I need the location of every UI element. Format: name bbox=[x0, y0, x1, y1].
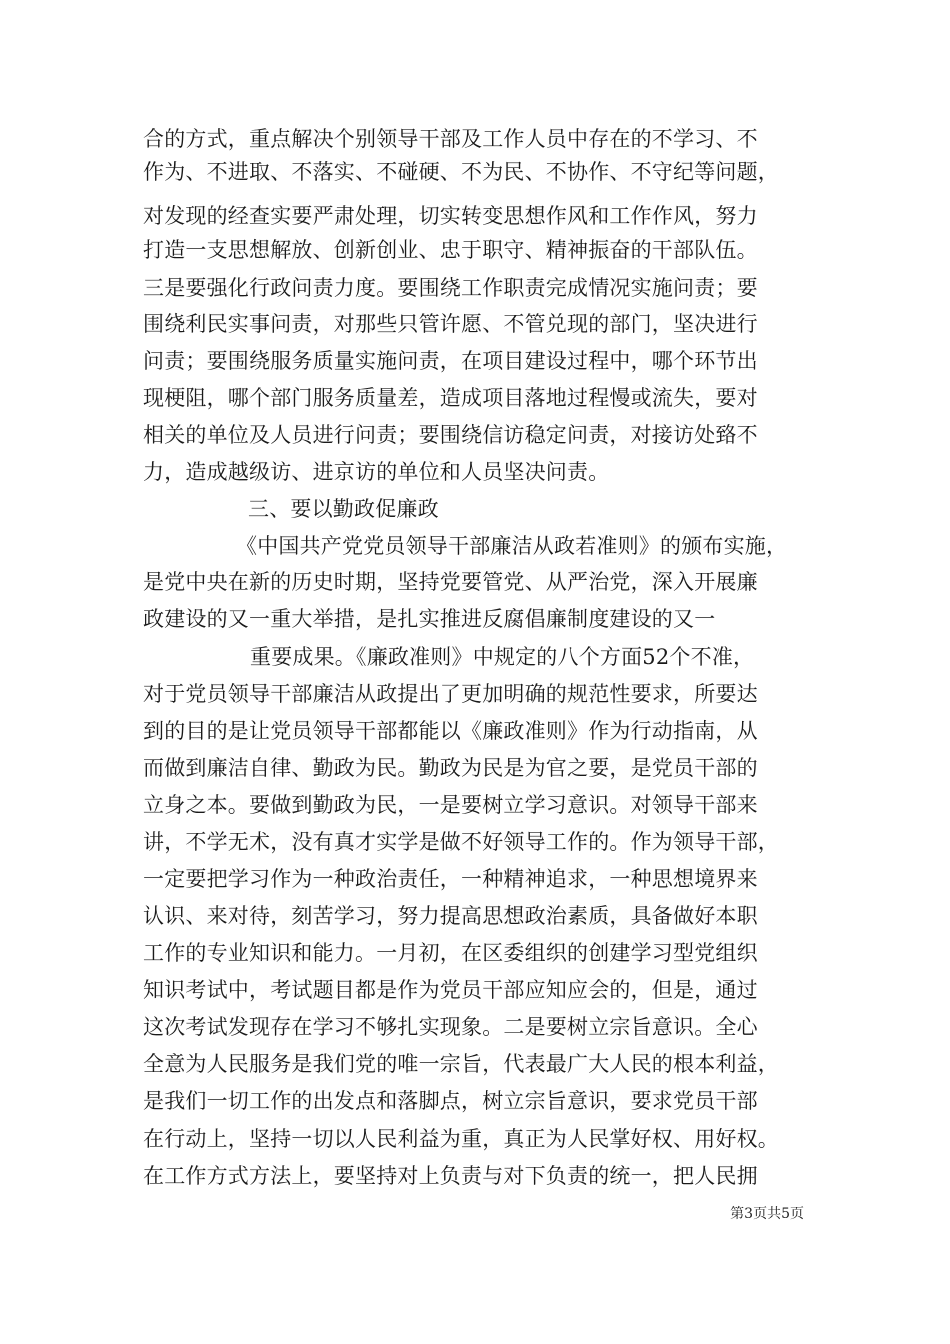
text-line: 重要成果。《廉政准则》中规定的八个方面52个不准， bbox=[250, 645, 755, 669]
text-line: 全意为人民服务是我们党的唯一宗旨，代表最广大人民的根本利益， bbox=[143, 1052, 779, 1076]
section-heading: 三、要以勤政促廉政 bbox=[248, 497, 439, 521]
text-line: 认识、来对待，刻苦学习，努力提高思想政治素质，具备做好本职 bbox=[143, 904, 758, 928]
text-line: 作为、不进取、不落实、不碰硬、不为民、不协作、不守纪等问题， bbox=[143, 160, 779, 184]
text-line: 问责；要围绕服务质量实施问责，在项目建设过程中，哪个环节出 bbox=[143, 349, 758, 373]
text-line: 到的目的是让党员领导干部都能以《廉政准则》作为行动指南，从 bbox=[143, 719, 758, 743]
page-number: 第3页共5页 bbox=[730, 1206, 804, 1222]
text-line: 《中国共产党党员领导干部廉洁从政若准则》的颁布实施， bbox=[236, 534, 788, 558]
text-line: 围绕利民实事问责，对那些只管许愿、不管兑现的部门，坚决进行 bbox=[143, 312, 758, 336]
text-line: 讲，不学无术，没有真才实学是做不好领导工作的。作为领导干部， bbox=[143, 830, 779, 854]
text-line: 在工作方式方法上，要坚持对上负责与对下负责的统一，把人民拥 bbox=[143, 1164, 758, 1188]
text-line: 是我们一切工作的出发点和落脚点，树立宗旨意识，要求党员干部 bbox=[143, 1089, 758, 1113]
text-line: 工作的专业知识和能力。一月初，在区委组织的创建学习型党组织 bbox=[143, 941, 758, 965]
text-line: 现梗阻，哪个部门服务质量差，造成项目落地过程慢或流失，要对 bbox=[143, 386, 758, 410]
text-line: 合的方式，重点解决个别领导干部及工作人员中存在的不学习、不 bbox=[143, 127, 758, 151]
text-line: 知识考试中，考试题目都是作为党员干部应知应会的，但是，通过 bbox=[143, 978, 758, 1002]
text-line: 政建设的又一重大举措，是扎实推进反腐倡廉制度建设的又一 bbox=[143, 607, 716, 631]
text-line: 在行动上，坚持一切以人民利益为重，真正为人民掌好权、用好权。 bbox=[143, 1127, 779, 1151]
text-line: 打造一支思想解放、创新创业、忠于职守、精神振奋的干部队伍。 bbox=[143, 238, 758, 262]
text-line: 这次考试发现存在学习不够扎实现象。二是要树立宗旨意识。全心 bbox=[143, 1015, 758, 1039]
text-line: 是党中央在新的历史时期，坚持党要管党、从严治党，深入开展廉 bbox=[143, 570, 758, 594]
text-line: 对于党员领导干部廉洁从政提出了更加明确的规范性要求，所要达 bbox=[143, 682, 758, 706]
text-line: 立身之本。要做到勤政为民，一是要树立学习意识。对领导干部来 bbox=[143, 793, 758, 817]
text-line: 相关的单位及人员进行问责；要围绕信访稳定问责，对接访处臵不 bbox=[143, 423, 758, 447]
text-line: 对发现的经查实要严肃处理，切实转变思想作风和工作作风，努力 bbox=[143, 204, 758, 228]
text-line: 而做到廉洁自律、勤政为民。勤政为民是为官之要，是党员干部的 bbox=[143, 756, 758, 780]
text-line: 力，造成越级访、进京访的单位和人员坚决问责。 bbox=[143, 460, 610, 484]
text-line: 三是要强化行政问责力度。要围绕工作职责完成情况实施问责；要 bbox=[143, 276, 758, 300]
text-line: 一定要把学习作为一种政治责任，一种精神追求，一种思想境界来 bbox=[143, 867, 758, 891]
